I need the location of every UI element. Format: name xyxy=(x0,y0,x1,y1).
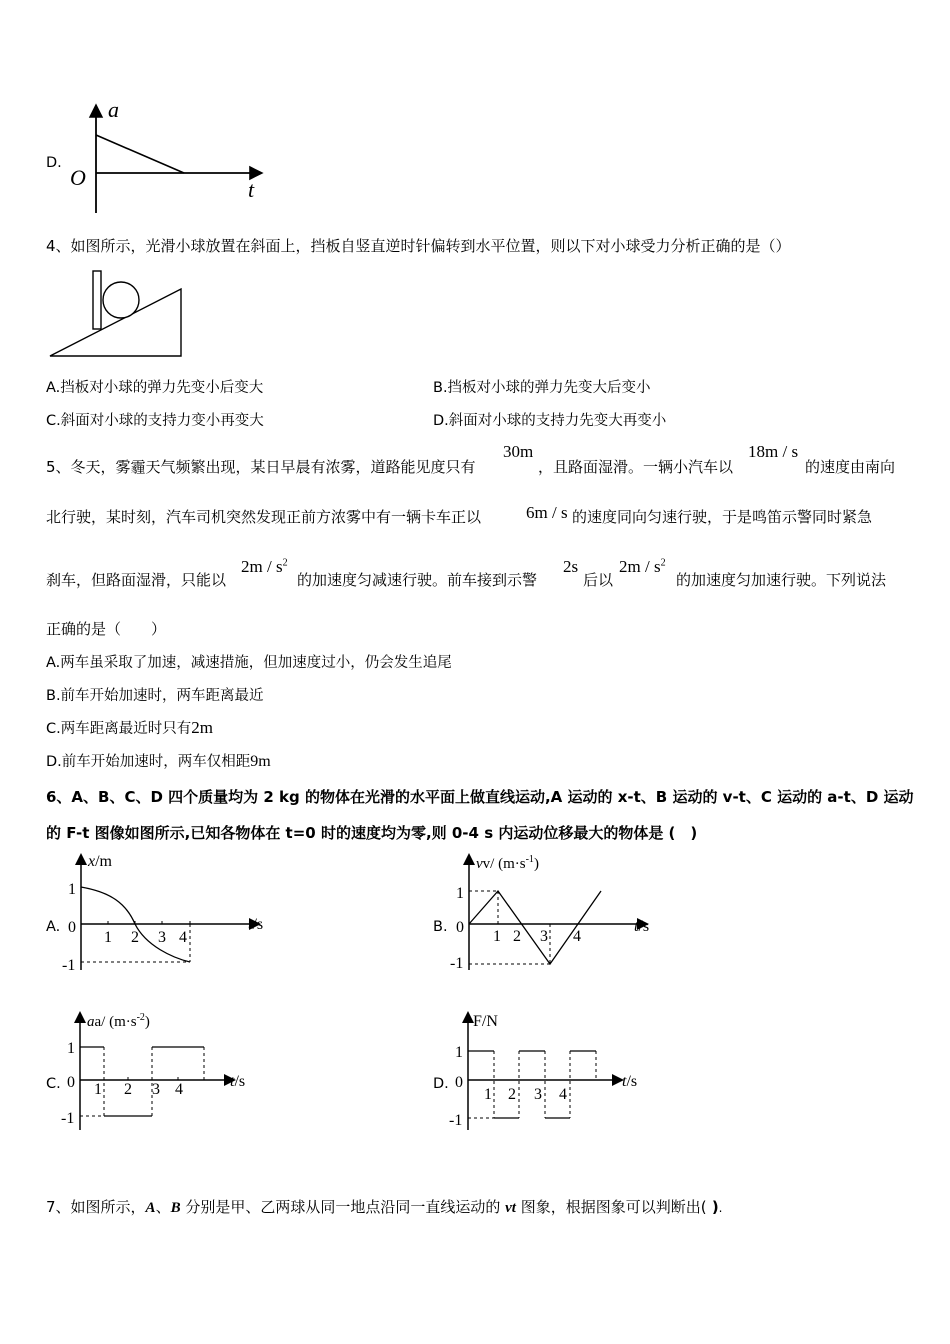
graph-a-tick-4: 4 xyxy=(179,929,187,946)
graph-c-x-label: t/s xyxy=(230,1073,246,1090)
q3-a-t-graph xyxy=(60,95,280,220)
q5-line3-c: 后以 xyxy=(583,571,614,589)
graph-b-tick-1: 1 xyxy=(493,928,501,945)
q4-option-a: A.挡板对小球的弹力先变小后变大 xyxy=(46,380,264,396)
graph-d-ytick-neg1: -1 xyxy=(449,1112,463,1129)
graph-b-y-label: vv/ $(m\cdot s^{-1})$ xyxy=(476,854,539,872)
graph-a-y-label: x/m xyxy=(88,853,112,870)
q6-graph-c-label: C. xyxy=(46,1076,61,1092)
q6-graph-b xyxy=(446,848,666,973)
q6-graph-c xyxy=(58,1008,268,1133)
graph-c-ytick-neg1: -1 xyxy=(61,1110,75,1127)
q7-stem: 7、如图所示，A、B 分别是甲、乙两球从同一地点沿同一直线运动的 vt 图象，根据图象可以判断出( ). xyxy=(46,1198,723,1216)
q5-acc-1: $2m / s^2$ xyxy=(241,557,288,576)
graph-c-tick-2: 2 xyxy=(124,1081,132,1098)
graph-b-tick-3: 3 xyxy=(540,928,548,945)
q6-graph-d xyxy=(446,1008,656,1133)
graph-a-ytick-1: 1 xyxy=(68,881,76,898)
q5-value-18ms: 18m / s xyxy=(748,442,799,461)
q5-line2-a: 北行驶，某时刻，汽车司机突然发现正前方浓雾中有一辆卡车正以 xyxy=(46,508,482,526)
q4-stem: 4、如图所示，光滑小球放置在斜面上，挡板自竖直逆时针偏转到水平位置，则以下对小球受力分析正确的是（） xyxy=(46,237,791,255)
graph-d-tick-4: 4 xyxy=(559,1086,567,1103)
q6-line1: 6、A、B、C、D 四个质量均为 2 kg 的物体在光滑的水平面上做直线运动,A 运动的 x-t、B 运动的 v-t、C 运动的 a-t、D 运动 xyxy=(46,788,914,806)
q5-option-d: D.前车开始加速时，两车仅相距9m xyxy=(46,753,271,770)
q5-line2-b: 的速度同向匀速行驶，于是鸣笛示警同时紧急 xyxy=(572,508,873,526)
q5-acc-2: $2m / s^2$ xyxy=(619,557,666,576)
q5-option-a: A.两车虽采取了加速，减速措施，但加速度过小，仍会发生追尾 xyxy=(46,655,452,671)
q5-value-6ms: 6m / s xyxy=(526,503,568,522)
graph-c-ytick-1: 1 xyxy=(67,1040,75,1057)
graph-a-tick-2: 2 xyxy=(131,929,139,946)
q5-value-30m: 30m xyxy=(503,442,534,461)
graph-b-ytick-1: 1 xyxy=(456,885,464,902)
q6-graph-a-label: A. xyxy=(46,919,61,935)
q4-option-d: D.斜面对小球的支持力先变大再变小 xyxy=(433,413,667,429)
graph-b-line xyxy=(469,891,601,964)
q5-line1-c: 的速度由南向 xyxy=(805,458,896,476)
graph-c-tick-4: 4 xyxy=(175,1081,183,1098)
graph-d-x-label: t/s xyxy=(622,1073,638,1090)
q5-line3-d: 的加速度匀加速行驶。下列说法 xyxy=(676,571,887,589)
graph-d-tick-3: 3 xyxy=(534,1086,542,1103)
q3-y-label: a xyxy=(108,97,119,122)
q4-baffle xyxy=(93,271,101,329)
graph-c-y-label: aa/ $(m\cdot s^{-2})$ xyxy=(87,1012,150,1030)
q6-graph-b-label: B. xyxy=(433,919,448,935)
q6-graph-d-label: D. xyxy=(433,1076,449,1092)
graph-d-tick-2: 2 xyxy=(508,1086,516,1103)
q5-line3-b: 的加速度匀减速行驶。前车接到示警 xyxy=(297,571,538,589)
graph-d-ytick-0: 0 xyxy=(455,1074,463,1091)
graph-a-ytick-neg1: -1 xyxy=(62,957,76,973)
graph-b-ytick-0: 0 xyxy=(456,919,464,936)
q5-option-b: B.前车开始加速时，两车距离最近 xyxy=(46,688,264,704)
graph-a-x-label: t/s xyxy=(248,916,264,933)
q5-option-c: C.两车距离最近时只有2m xyxy=(46,718,213,737)
q5-line1-b: ，且路面湿滑。一辆小汽车以 xyxy=(538,458,734,476)
graph-a-tick-3: 3 xyxy=(158,929,166,946)
graph-c-tick-1: 1 xyxy=(94,1081,102,1098)
q3-graph-line xyxy=(96,135,184,173)
q5-line1-a: 5、冬天，雾霾天气频繁出现，某日早晨有浓雾，道路能见度只有 xyxy=(46,458,476,476)
graph-a-tick-1: 1 xyxy=(104,929,112,946)
graph-a-ytick-0: 0 xyxy=(68,919,76,936)
graph-d-y-label: F/N xyxy=(473,1013,498,1030)
graph-b-ytick-neg1: -1 xyxy=(450,955,464,972)
q4-option-c: C.斜面对小球的支持力变小再变大 xyxy=(46,413,264,429)
graph-d-ytick-1: 1 xyxy=(455,1044,463,1061)
q5-value-2s: 2s xyxy=(563,557,579,576)
q4-option-b: B.挡板对小球的弹力先变大后变小 xyxy=(433,380,651,396)
q5-line4: 正确的是（ ） xyxy=(46,620,167,638)
q3-origin-label: O xyxy=(70,165,86,190)
q6-graph-a xyxy=(58,848,278,973)
q4-ball xyxy=(103,282,139,318)
graph-c-ytick-0: 0 xyxy=(67,1074,75,1091)
q6-line2: 的 F-t 图像如图所示,已知各物体在 t=0 时的速度均为零,则 0-4 s 内运动位移最大的物体是 ( ) xyxy=(46,824,698,842)
q3-option-d-label: D. xyxy=(46,155,62,171)
graph-b-tick-4: 4 xyxy=(573,928,581,945)
graph-d-tick-1: 1 xyxy=(484,1086,492,1103)
graph-b-tick-2: 2 xyxy=(513,928,521,945)
graph-b-x-label: t/s xyxy=(634,918,650,935)
graph-c-tick-3: 3 xyxy=(152,1081,160,1098)
q4-incline-figure xyxy=(46,268,186,360)
q3-x-label: t xyxy=(248,177,255,202)
q5-line3-a: 刹车，但路面湿滑，只能以 xyxy=(46,571,227,589)
